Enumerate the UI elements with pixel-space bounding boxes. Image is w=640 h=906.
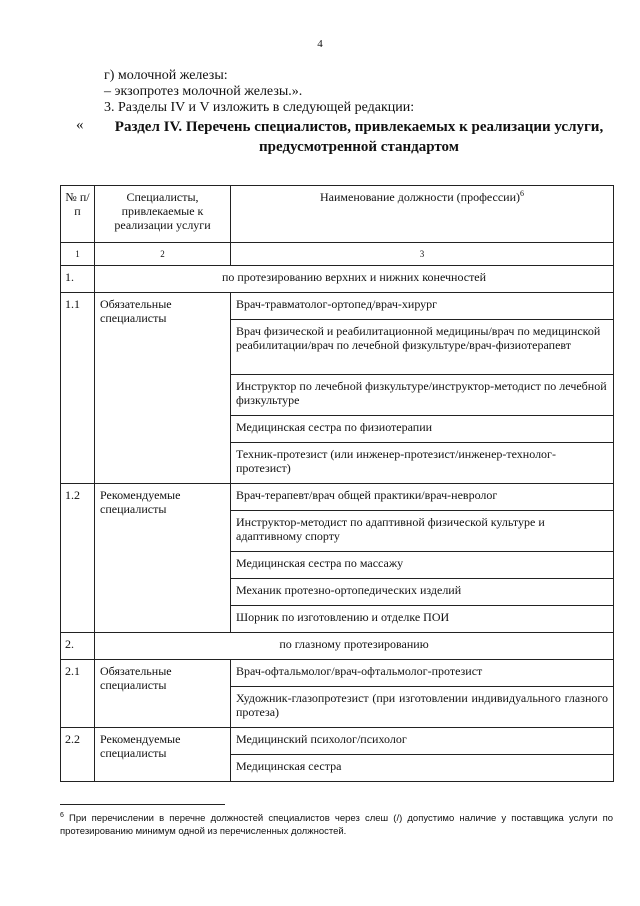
- footnote-divider: [60, 804, 225, 805]
- category-label: Обязательные специалисты: [95, 293, 231, 484]
- position-cell: Шорник по изготовлению и отделке ПОИ: [231, 606, 614, 633]
- category-num: 2.1: [61, 660, 95, 728]
- index-cell: 2: [95, 243, 231, 266]
- category-label: Обязательные специалисты: [95, 660, 231, 728]
- category-num: 1.2: [61, 484, 95, 633]
- category-label: Рекомендуемые специалисты: [95, 728, 231, 782]
- group-label: по глазному протезированию: [95, 633, 614, 660]
- table-row: [61, 293, 614, 320]
- position-cell: Медицинская сестра по физиотерапии: [231, 416, 614, 443]
- position-cell: Инструктор по лечебной физкультуре/инструктор-методист по лечебной физкультуре: [231, 375, 614, 416]
- index-cell: 3: [231, 243, 614, 266]
- position-cell: Врач-травматолог-ортопед/врач-хирург: [231, 293, 614, 320]
- position-cell: Медицинская сестра: [231, 755, 614, 782]
- intro-line: 3. Разделы IV и V изложить в следующей редакции:: [104, 100, 415, 115]
- category-num: 1.1: [61, 293, 95, 484]
- group-row: [61, 266, 614, 293]
- table-row: [61, 484, 614, 511]
- position-cell: Врач-терапевт/врач общей практики/врач-невролог: [231, 484, 614, 511]
- group-num: 1.: [61, 266, 95, 293]
- table-header-row: [61, 186, 614, 243]
- section-title: Раздел IV. Перечень специалистов, привлекаемых к реализации услуги, предусмотренной стандартом: [114, 119, 604, 155]
- specialists-table: [60, 185, 614, 782]
- position-cell: Медицинская сестра по массажу: [231, 552, 614, 579]
- group-label: по протезированию верхних и нижних конечностей: [95, 266, 614, 293]
- intro-text: [104, 68, 600, 116]
- table-index-row: [61, 243, 614, 266]
- header-specialists: Специалисты, привлекаемые к реализации услуги: [95, 186, 231, 243]
- page-number: 4: [317, 38, 323, 50]
- table-row: [61, 728, 614, 755]
- footnote: [60, 812, 613, 838]
- group-row: [61, 633, 614, 660]
- header-num: № п/п: [61, 186, 95, 243]
- category-label: Рекомендуемые специалисты: [95, 484, 231, 633]
- opening-quote-mark: «: [76, 117, 84, 133]
- header-positions: [231, 186, 614, 243]
- category-num: 2.2: [61, 728, 95, 782]
- index-cell: 1: [61, 243, 95, 266]
- position-cell: Медицинский психолог/психолог: [231, 728, 614, 755]
- position-cell: Техник-протезист (или инженер-протезист/инженер-технолог-протезист): [231, 443, 614, 484]
- header-positions-label: Наименование должности (профессии): [319, 190, 520, 204]
- position-cell: Врач-офтальмолог/врач-офтальмолог-протезист: [231, 660, 614, 687]
- position-cell: Инструктор-методист по адаптивной физической культуре и адаптивному спорту: [231, 511, 614, 552]
- position-cell: Механик протезно-ортопедических изделий: [231, 579, 614, 606]
- footnote-ref: 6: [520, 189, 524, 198]
- table-row: [61, 660, 614, 687]
- intro-line: г) молочной железы:: [104, 68, 228, 83]
- position-cell: Художник-глазопротезист (при изготовлении индивидуального глазного протеза): [231, 687, 614, 728]
- intro-line: – экзопротез молочной железы.».: [104, 84, 303, 99]
- footnote-text: При перечислении в перечне должностей специалистов через слеш (/) допустимо наличие у поставщика услуги по протезированию минимум одной из перечисленных должностей.: [60, 813, 613, 837]
- footnote-marker: 6: [60, 811, 64, 819]
- group-num: 2.: [61, 633, 95, 660]
- position-cell: Врач физической и реабилитационной медицины/врач по медицинской реабилитации/врач по лечебной физкультуре/врач-физиотерапевт: [231, 320, 614, 375]
